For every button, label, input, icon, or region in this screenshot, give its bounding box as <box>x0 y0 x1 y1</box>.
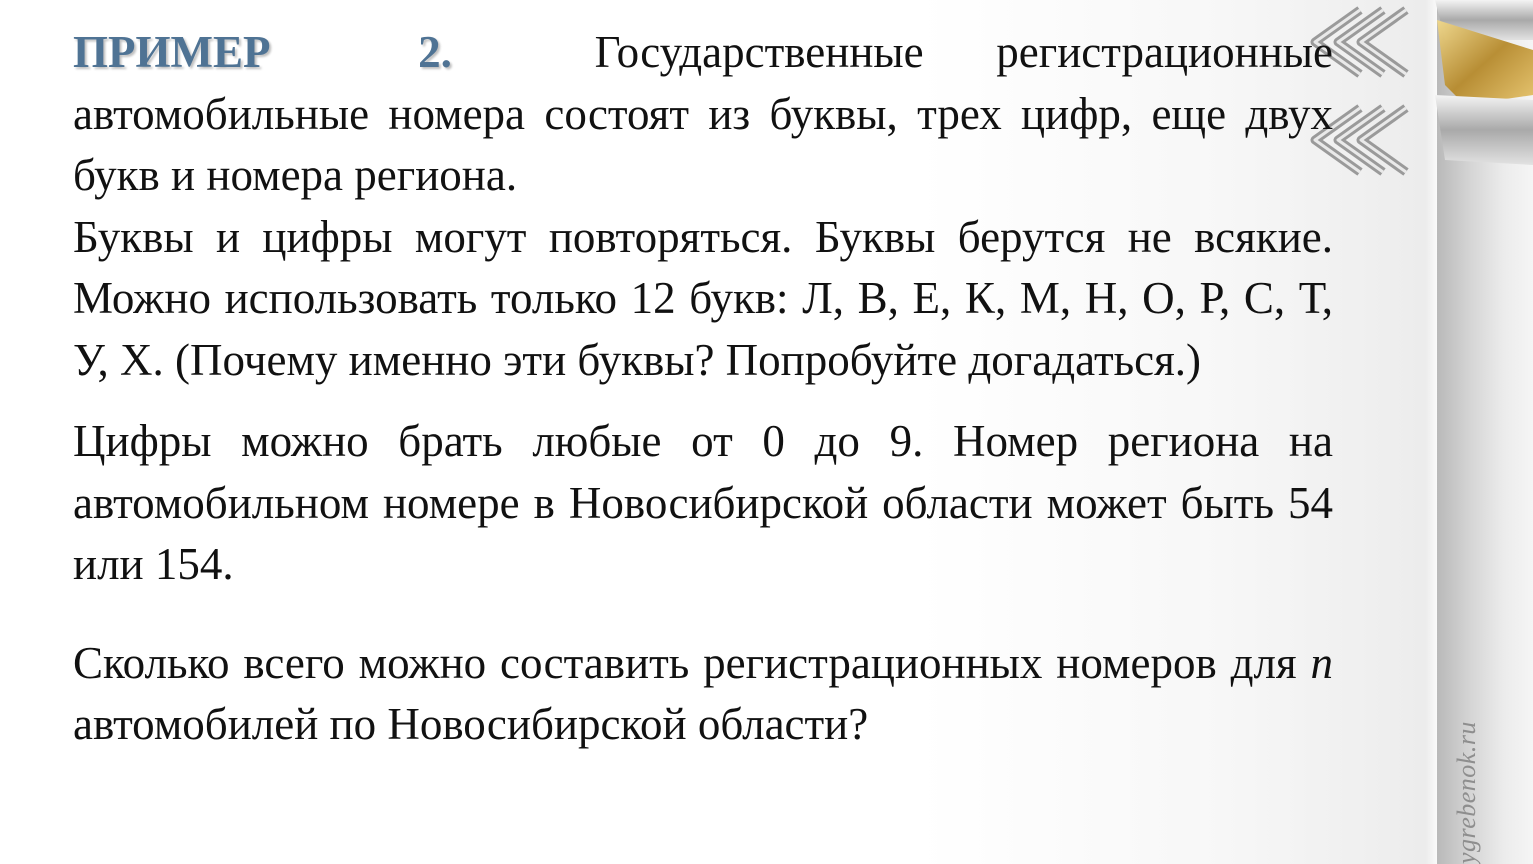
paragraph-digits: Цифры можно брать любые от 0 до 9. Номер региона на автомобильном номере в Новосибирской области может быть 54 или 154. <box>73 416 1333 589</box>
paragraph-intro <box>73 22 1333 207</box>
variable-n: n <box>1310 637 1333 688</box>
paragraph-letters: Буквы и цифры могут повторяться. Буквы берутся не всякие. Можно использовать только 12 букв: Л, В, Е, К, М, Н, О, Р, С, Т, У, Х. (Почему именно эти буквы? Попробуйте догадаться.) <box>73 211 1333 385</box>
paragraph-intro-text: Государственные регистрационные автомобильные номера состоят из буквы, трех цифр, еще двух букв и номера региона. <box>73 27 1334 200</box>
paragraph-question <box>73 633 1333 756</box>
question-text-end: автомобилей по Новосибирской области? <box>73 699 869 749</box>
question-text-start: Сколько всего можно составить регистрационных номеров для <box>73 637 1311 688</box>
example-label: ПРИМЕР 2. <box>73 27 452 77</box>
slide-content <box>73 22 1333 756</box>
watermark: ygrebenok.ru <box>1452 721 1481 864</box>
